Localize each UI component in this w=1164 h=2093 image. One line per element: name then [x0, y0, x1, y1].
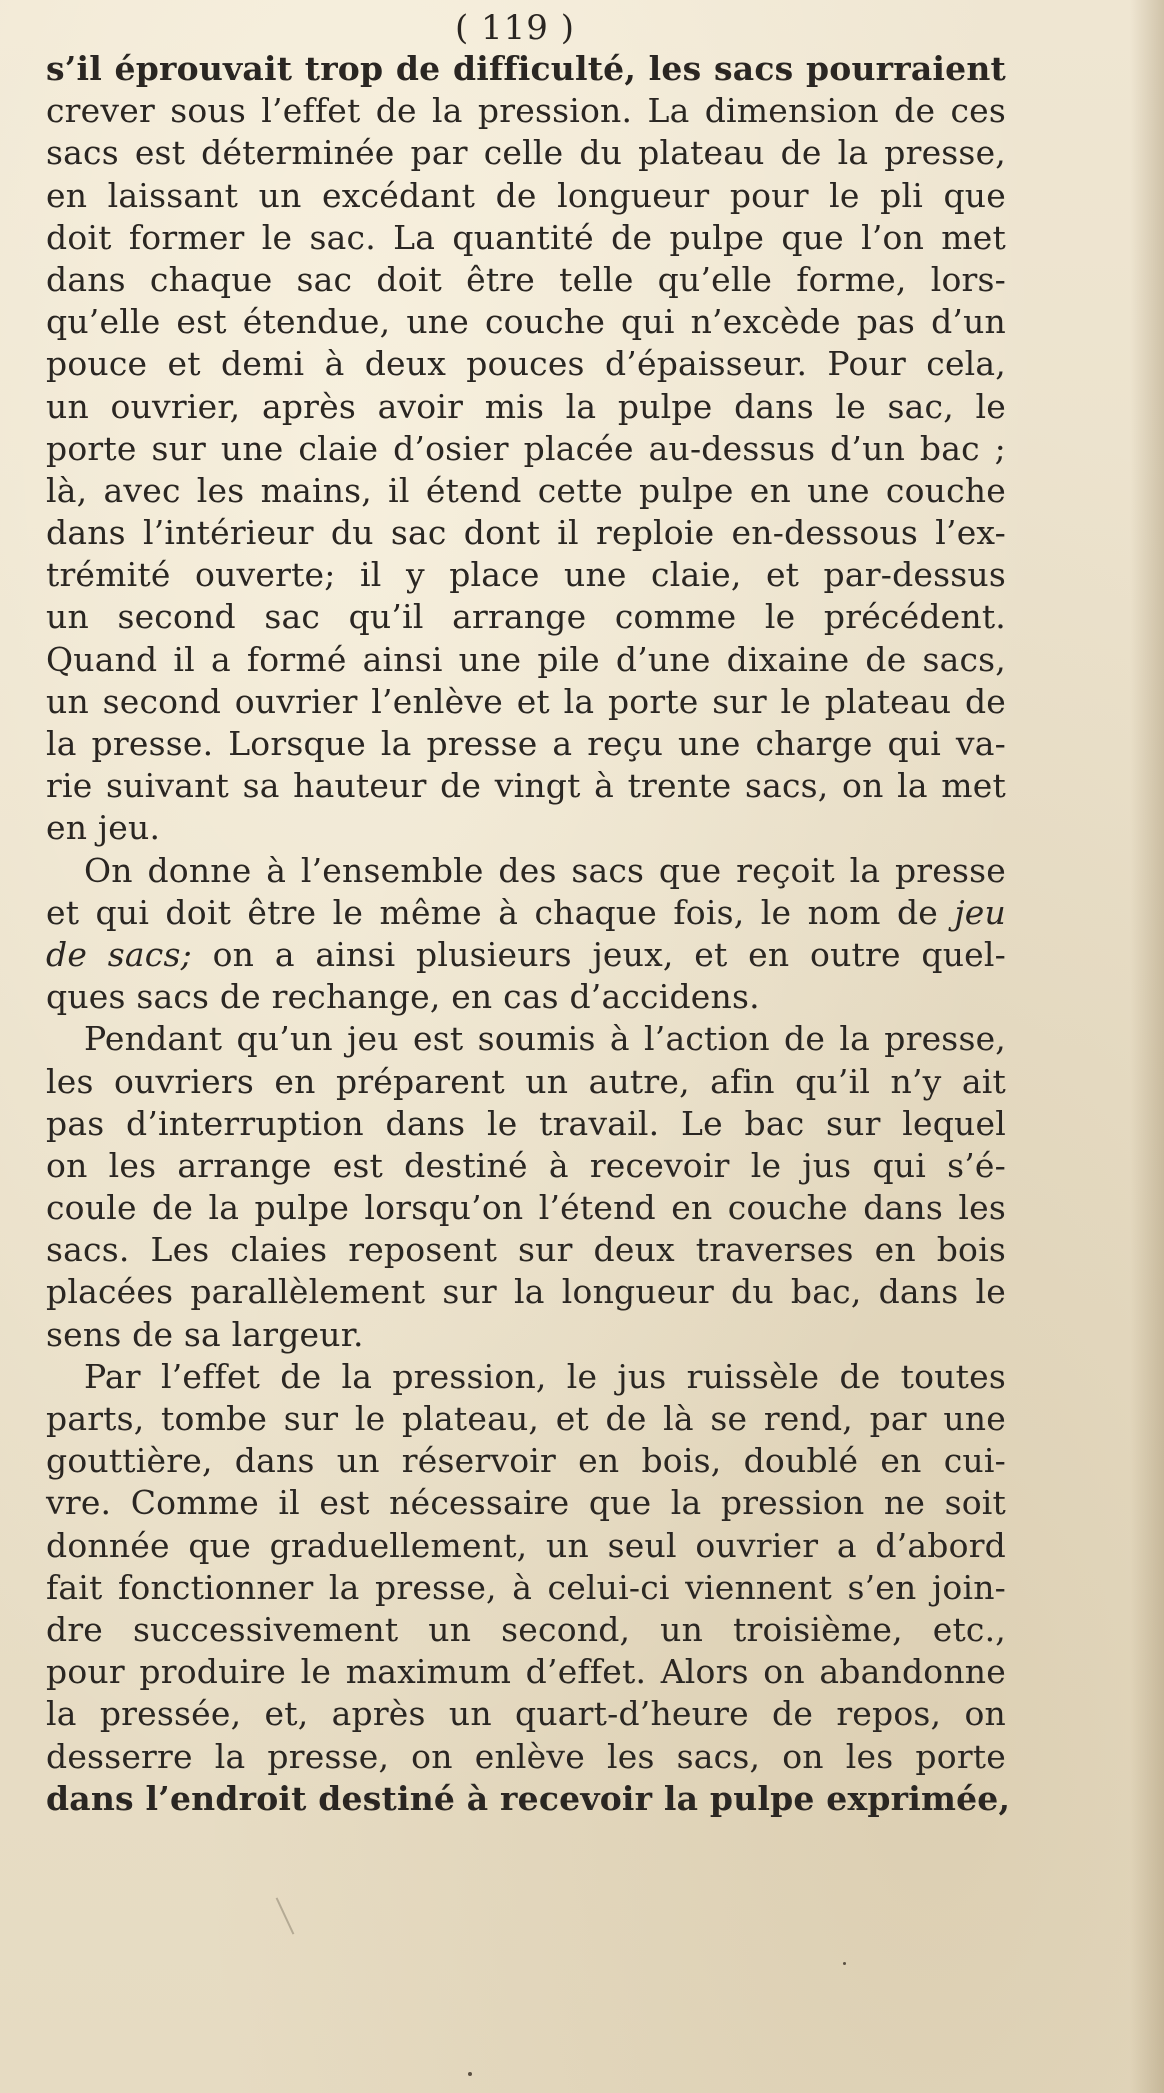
text-line: Par l’effet de la pression, le jus ruissèle de toutes: [84, 1356, 1006, 1396]
text-line: la pressée, et, après un quart-d’heure de repos, on: [46, 1694, 1006, 1734]
text-line: fait fonctionner la presse, à celui-ci viennent s’en join-: [46, 1567, 1006, 1607]
text-line: dans l’intérieur du sac dont il reploie en-dessous l’ex-: [46, 513, 1006, 553]
text-line: en laissant un excédant de longueur pour le pli que: [46, 175, 1006, 215]
text-line: Quand il a formé ainsi une pile d’une dixaine de sacs,: [46, 639, 1006, 679]
text-line: doit former le sac. La quantité de pulpe que l’on met: [46, 217, 1006, 257]
text-line: placées parallèlement sur la longueur du bac, dans le: [46, 1272, 1006, 1312]
text-line: On donne à l’ensemble des sacs que reçoit la presse: [84, 850, 1006, 890]
text-line: la presse. Lorsque la presse a reçu une charge qui va-: [46, 724, 1006, 763]
text-line: dans l’endroit destiné à recevoir la pulpe exprimée,: [46, 1778, 1011, 1818]
text-line: trémité ouverte; il y place une claie, et par-dessus: [46, 555, 1006, 595]
text-line: pour produire le maximum d’effet. Alors on abandonne: [46, 1652, 1006, 1692]
text-line: pas d’interruption dans le travail. Le bac sur lequel: [46, 1103, 1006, 1143]
text-line: un second sac qu’il arrange comme le précédent.: [46, 597, 1006, 637]
paper-mark: [276, 1897, 295, 1934]
text-line: ques sacs de rechange, en cas d’accidens.: [46, 977, 760, 1017]
text-line: s’il éprouvait trop de difficulté, les sacs pourraient: [46, 49, 1006, 88]
text-line: desserre la presse, on enlève les sacs, on les porte: [46, 1736, 1006, 1776]
text-line: crever sous l’effet de la pression. La dimension de ces: [46, 91, 1006, 131]
text-line: là, avec les mains, il étend cette pulpe en une couche: [46, 470, 1006, 510]
text-line: rie suivant sa hauteur de vingt à trente sacs, on la met: [46, 766, 1006, 806]
text-line: Pendant qu’un jeu est soumis à l’action de la presse,: [84, 1019, 1006, 1059]
text-line: de sacs; on a ainsi plusieurs jeux, et en outre quel-: [46, 934, 1007, 974]
page-edge-shadow: [1130, 0, 1164, 2093]
text-line: parts, tombe sur le plateau, et de là se rend, par une: [46, 1399, 1006, 1438]
text-line: coule de la pulpe lorsqu’on l’étend en couche dans les: [46, 1188, 1006, 1228]
text-line: un second ouvrier l’enlève et la porte sur le plateau de: [46, 681, 1006, 721]
text-line: vre. Comme il est nécessaire que la pression ne soit: [46, 1483, 1006, 1523]
body-text: [46, 48, 1011, 1820]
page-number: ( 119 ): [454, 8, 576, 48]
text-line: sacs. Les claies reposent sur deux traverses en bois: [46, 1230, 1006, 1270]
text-line: pouce et demi à deux pouces d’épaisseur. Pour cela,: [46, 344, 1006, 384]
text-line: dre successivement un second, un troisième, etc.,: [46, 1609, 1006, 1649]
text-line: les ouvriers en préparent un autre, afin qu’il n’y ait: [46, 1061, 1006, 1101]
text-line: qu’elle est étendue, une couche qui n’excède pas d’un: [46, 302, 1006, 342]
text-line: gouttière, dans un réservoir en bois, doublé en cui-: [46, 1441, 1006, 1481]
text-line: dans chaque sac doit être telle qu’elle forme, lors-: [46, 259, 1006, 299]
text-line: donnée que graduellement, un seul ouvrier a d’abord: [46, 1525, 1006, 1565]
text-line: porte sur une claie d’osier placée au-dessus d’un bac ;: [46, 428, 1006, 468]
text-line: un ouvrier, après avoir mis la pulpe dans le sac, le: [46, 386, 1006, 426]
text-line: en jeu.: [46, 808, 161, 848]
paper-speck: [468, 2072, 472, 2076]
paper-speck: [843, 1962, 846, 1965]
text-line: on les arrange est destiné à recevoir le jus qui s’é-: [46, 1145, 1006, 1185]
text-line: sacs est déterminée par celle du plateau de la presse,: [46, 133, 1006, 173]
text-line: et qui doit être le même à chaque fois, le nom de jeu: [46, 892, 1006, 932]
text-line: sens de sa largeur.: [46, 1314, 364, 1354]
